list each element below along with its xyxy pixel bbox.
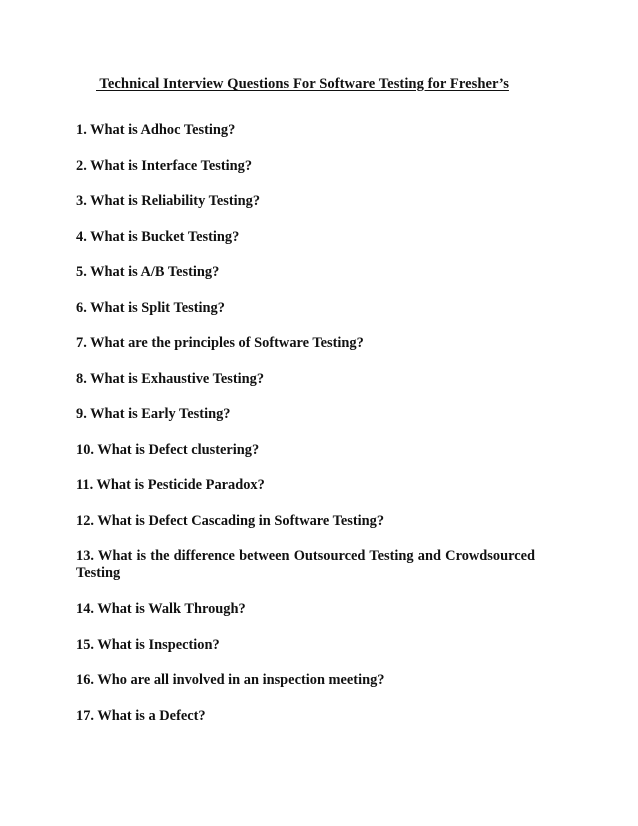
question-item: 1. What is Adhoc Testing? [76,122,236,138]
question-item: 4. What is Bucket Testing? [76,229,240,245]
question-item: 14. What is Walk Through? [76,601,246,617]
question-item: 8. What is Exhaustive Testing? [76,371,265,387]
question-item: 10. What is Defect clustering? [76,442,260,458]
question-item: 2. What is Interface Testing? [76,158,253,174]
question-item: 17. What is a Defect? [76,708,206,724]
question-item: 3. What is Reliability Testing? [76,193,261,209]
question-item: 12. What is Defect Cascading in Software Testing? [76,513,385,529]
question-item: 13. What is the difference between Outsourced Testing and Crowdsourced Testing [76,548,535,581]
question-item: 15. What is Inspection? [76,637,220,653]
question-item: 5. What is A/B Testing? [76,264,220,280]
question-item: 16. Who are all involved in an inspection meeting? [76,672,385,688]
question-item: 11. What is Pesticide Paradox? [76,477,265,493]
question-item: 7. What are the principles of Software Testing? [76,335,364,351]
question-item: 9. What is Early Testing? [76,406,231,422]
document-title: Technical Interview Questions For Software Testing for Fresher’s [96,76,509,92]
question-item: 6. What is Split Testing? [76,300,225,316]
